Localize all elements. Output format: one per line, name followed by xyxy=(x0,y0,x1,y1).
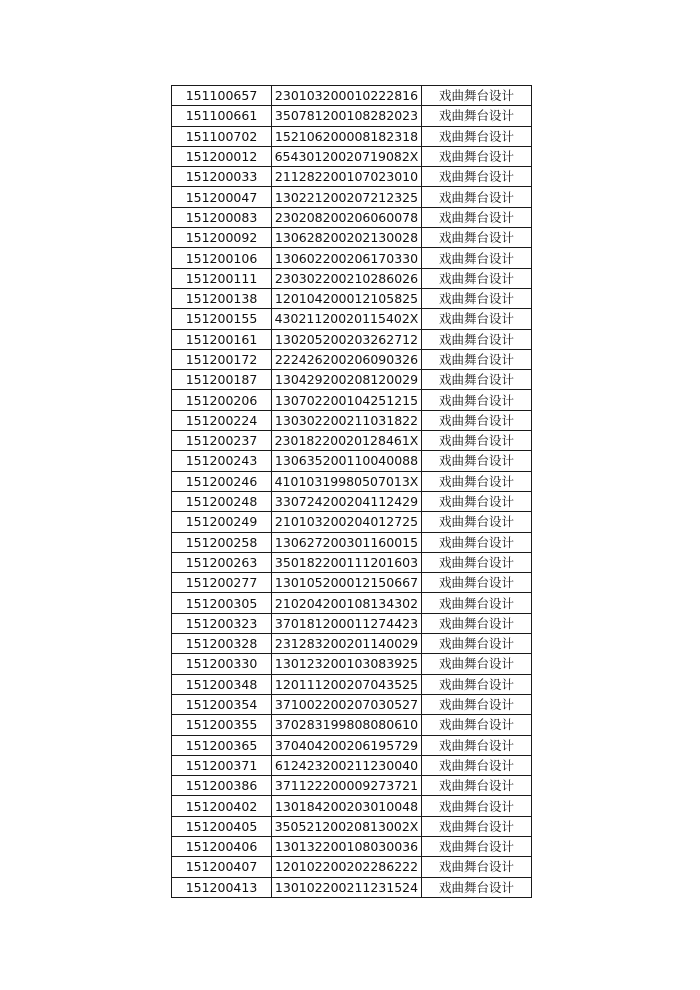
major-cell: 戏曲舞台设计 xyxy=(422,796,532,816)
exam-number-cell: 151200248 xyxy=(172,491,272,511)
id-number-cell: 350781200108282023 xyxy=(272,106,422,126)
major-cell: 戏曲舞台设计 xyxy=(422,228,532,248)
exam-number-cell: 151200237 xyxy=(172,431,272,451)
table-row xyxy=(172,228,532,248)
table-row xyxy=(172,167,532,187)
id-number-cell: 230302200210286026 xyxy=(272,268,422,288)
major-cell: 戏曲舞台设计 xyxy=(422,309,532,329)
id-number-cell: 23018220020128461X xyxy=(272,431,422,451)
table-row xyxy=(172,207,532,227)
id-number-cell: 211282200107023010 xyxy=(272,167,422,187)
table-row xyxy=(172,816,532,836)
id-number-cell: 231283200201140029 xyxy=(272,634,422,654)
exam-number-cell: 151200106 xyxy=(172,248,272,268)
id-number-cell: 371002200207030527 xyxy=(272,694,422,714)
exam-number-cell: 151200047 xyxy=(172,187,272,207)
id-number-cell: 130123200103083925 xyxy=(272,654,422,674)
major-cell: 戏曲舞台设计 xyxy=(422,836,532,856)
exam-number-cell: 151200402 xyxy=(172,796,272,816)
exam-number-cell: 151200012 xyxy=(172,146,272,166)
exam-number-cell: 151200187 xyxy=(172,370,272,390)
id-number-cell: 230103200010222816 xyxy=(272,86,422,106)
id-number-cell: 130132200108030036 xyxy=(272,836,422,856)
exam-number-cell: 151200224 xyxy=(172,410,272,430)
major-cell: 戏曲舞台设计 xyxy=(422,613,532,633)
table-row xyxy=(172,471,532,491)
id-number-cell: 120102200202286222 xyxy=(272,857,422,877)
exam-number-cell: 151200371 xyxy=(172,755,272,775)
id-number-cell: 612423200211230040 xyxy=(272,755,422,775)
major-cell: 戏曲舞台设计 xyxy=(422,451,532,471)
table-row xyxy=(172,674,532,694)
table-row xyxy=(172,370,532,390)
major-cell: 戏曲舞台设计 xyxy=(422,431,532,451)
major-cell: 戏曲舞台设计 xyxy=(422,349,532,369)
major-cell: 戏曲舞台设计 xyxy=(422,268,532,288)
exam-number-cell: 151200405 xyxy=(172,816,272,836)
major-cell: 戏曲舞台设计 xyxy=(422,471,532,491)
major-cell: 戏曲舞台设计 xyxy=(422,593,532,613)
table-row xyxy=(172,431,532,451)
table-row xyxy=(172,654,532,674)
id-number-cell: 370404200206195729 xyxy=(272,735,422,755)
exam-number-cell: 151200407 xyxy=(172,857,272,877)
exam-number-cell: 151200161 xyxy=(172,329,272,349)
id-number-cell: 43021120020115402X xyxy=(272,309,422,329)
major-cell: 戏曲舞台设计 xyxy=(422,491,532,511)
table-row xyxy=(172,836,532,856)
id-number-cell: 120104200012105825 xyxy=(272,288,422,308)
exam-number-cell: 151200386 xyxy=(172,776,272,796)
major-cell: 戏曲舞台设计 xyxy=(422,857,532,877)
exam-number-cell: 151200348 xyxy=(172,674,272,694)
exam-number-cell: 151200092 xyxy=(172,228,272,248)
exam-number-cell: 151200206 xyxy=(172,390,272,410)
table-row xyxy=(172,451,532,471)
table-row xyxy=(172,715,532,735)
major-cell: 戏曲舞台设计 xyxy=(422,654,532,674)
major-cell: 戏曲舞台设计 xyxy=(422,126,532,146)
major-cell: 戏曲舞台设计 xyxy=(422,715,532,735)
exam-number-cell: 151200323 xyxy=(172,613,272,633)
id-number-cell: 120111200207043525 xyxy=(272,674,422,694)
table-row xyxy=(172,390,532,410)
id-number-cell: 35052120020813002X xyxy=(272,816,422,836)
id-number-cell: 152106200008182318 xyxy=(272,126,422,146)
table-row xyxy=(172,86,532,106)
id-number-cell: 330724200204112429 xyxy=(272,491,422,511)
exam-number-cell: 151200305 xyxy=(172,593,272,613)
exam-number-cell: 151200246 xyxy=(172,471,272,491)
table-row xyxy=(172,532,532,552)
table-row xyxy=(172,349,532,369)
exam-number-cell: 151100661 xyxy=(172,106,272,126)
table-row xyxy=(172,309,532,329)
exam-number-cell: 151200406 xyxy=(172,836,272,856)
exam-number-cell: 151200365 xyxy=(172,735,272,755)
major-cell: 戏曲舞台设计 xyxy=(422,106,532,126)
table-row xyxy=(172,735,532,755)
exam-number-cell: 151200258 xyxy=(172,532,272,552)
exam-number-cell: 151200413 xyxy=(172,877,272,897)
id-number-cell: 130429200208120029 xyxy=(272,370,422,390)
major-cell: 戏曲舞台设计 xyxy=(422,146,532,166)
id-number-cell: 130205200203262712 xyxy=(272,329,422,349)
major-cell: 戏曲舞台设计 xyxy=(422,532,532,552)
exam-number-cell: 151200277 xyxy=(172,573,272,593)
exam-number-cell: 151200033 xyxy=(172,167,272,187)
major-cell: 戏曲舞台设计 xyxy=(422,573,532,593)
exam-number-cell: 151200249 xyxy=(172,512,272,532)
major-cell: 戏曲舞台设计 xyxy=(422,552,532,572)
exam-number-cell: 151200328 xyxy=(172,634,272,654)
major-cell: 戏曲舞台设计 xyxy=(422,288,532,308)
table-row xyxy=(172,573,532,593)
exam-number-cell: 151100657 xyxy=(172,86,272,106)
major-cell: 戏曲舞台设计 xyxy=(422,207,532,227)
exam-number-cell: 151200083 xyxy=(172,207,272,227)
id-number-cell: 130302200211031822 xyxy=(272,410,422,430)
id-number-cell: 130628200202130028 xyxy=(272,228,422,248)
major-cell: 戏曲舞台设计 xyxy=(422,390,532,410)
exam-number-cell: 151200172 xyxy=(172,349,272,369)
table-row xyxy=(172,491,532,511)
major-cell: 戏曲舞台设计 xyxy=(422,410,532,430)
table-row xyxy=(172,755,532,775)
table-row xyxy=(172,268,532,288)
id-number-cell: 210103200204012725 xyxy=(272,512,422,532)
id-number-cell: 130635200110040088 xyxy=(272,451,422,471)
table-row xyxy=(172,329,532,349)
major-cell: 戏曲舞台设计 xyxy=(422,167,532,187)
exam-number-cell: 151200138 xyxy=(172,288,272,308)
table-row xyxy=(172,410,532,430)
id-number-cell: 371122200009273721 xyxy=(272,776,422,796)
exam-number-cell: 151200355 xyxy=(172,715,272,735)
major-cell: 戏曲舞台设计 xyxy=(422,634,532,654)
table-row xyxy=(172,593,532,613)
id-number-cell: 65430120020719082X xyxy=(272,146,422,166)
exam-number-cell: 151100702 xyxy=(172,126,272,146)
major-cell: 戏曲舞台设计 xyxy=(422,735,532,755)
table-row xyxy=(172,187,532,207)
id-number-cell: 370181200011274423 xyxy=(272,613,422,633)
candidate-table-body xyxy=(172,86,532,898)
id-number-cell: 222426200206090326 xyxy=(272,349,422,369)
table-row xyxy=(172,552,532,572)
major-cell: 戏曲舞台设计 xyxy=(422,755,532,775)
table-row xyxy=(172,248,532,268)
major-cell: 戏曲舞台设计 xyxy=(422,877,532,897)
major-cell: 戏曲舞台设计 xyxy=(422,674,532,694)
id-number-cell: 350182200111201603 xyxy=(272,552,422,572)
table-row xyxy=(172,776,532,796)
major-cell: 戏曲舞台设计 xyxy=(422,694,532,714)
id-number-cell: 130102200211231524 xyxy=(272,877,422,897)
major-cell: 戏曲舞台设计 xyxy=(422,248,532,268)
table-row xyxy=(172,877,532,897)
major-cell: 戏曲舞台设计 xyxy=(422,86,532,106)
major-cell: 戏曲舞台设计 xyxy=(422,512,532,532)
exam-number-cell: 151200354 xyxy=(172,694,272,714)
id-number-cell: 370283199808080610 xyxy=(272,715,422,735)
table-row xyxy=(172,146,532,166)
exam-number-cell: 151200155 xyxy=(172,309,272,329)
id-number-cell: 130602200206170330 xyxy=(272,248,422,268)
table-row xyxy=(172,857,532,877)
exam-number-cell: 151200243 xyxy=(172,451,272,471)
id-number-cell: 41010319980507013X xyxy=(272,471,422,491)
major-cell: 戏曲舞台设计 xyxy=(422,816,532,836)
major-cell: 戏曲舞台设计 xyxy=(422,187,532,207)
id-number-cell: 130702200104251215 xyxy=(272,390,422,410)
exam-number-cell: 151200111 xyxy=(172,268,272,288)
table-row xyxy=(172,512,532,532)
major-cell: 戏曲舞台设计 xyxy=(422,776,532,796)
table-row xyxy=(172,613,532,633)
id-number-cell: 130627200301160015 xyxy=(272,532,422,552)
table-row xyxy=(172,288,532,308)
exam-number-cell: 151200330 xyxy=(172,654,272,674)
id-number-cell: 130184200203010048 xyxy=(272,796,422,816)
table-row xyxy=(172,796,532,816)
major-cell: 戏曲舞台设计 xyxy=(422,329,532,349)
exam-number-cell: 151200263 xyxy=(172,552,272,572)
table-row xyxy=(172,694,532,714)
major-cell: 戏曲舞台设计 xyxy=(422,370,532,390)
id-number-cell: 130105200012150667 xyxy=(272,573,422,593)
candidate-table xyxy=(171,85,532,898)
table-row xyxy=(172,634,532,654)
table-row xyxy=(172,126,532,146)
id-number-cell: 210204200108134302 xyxy=(272,593,422,613)
table-row xyxy=(172,106,532,126)
id-number-cell: 130221200207212325 xyxy=(272,187,422,207)
id-number-cell: 230208200206060078 xyxy=(272,207,422,227)
